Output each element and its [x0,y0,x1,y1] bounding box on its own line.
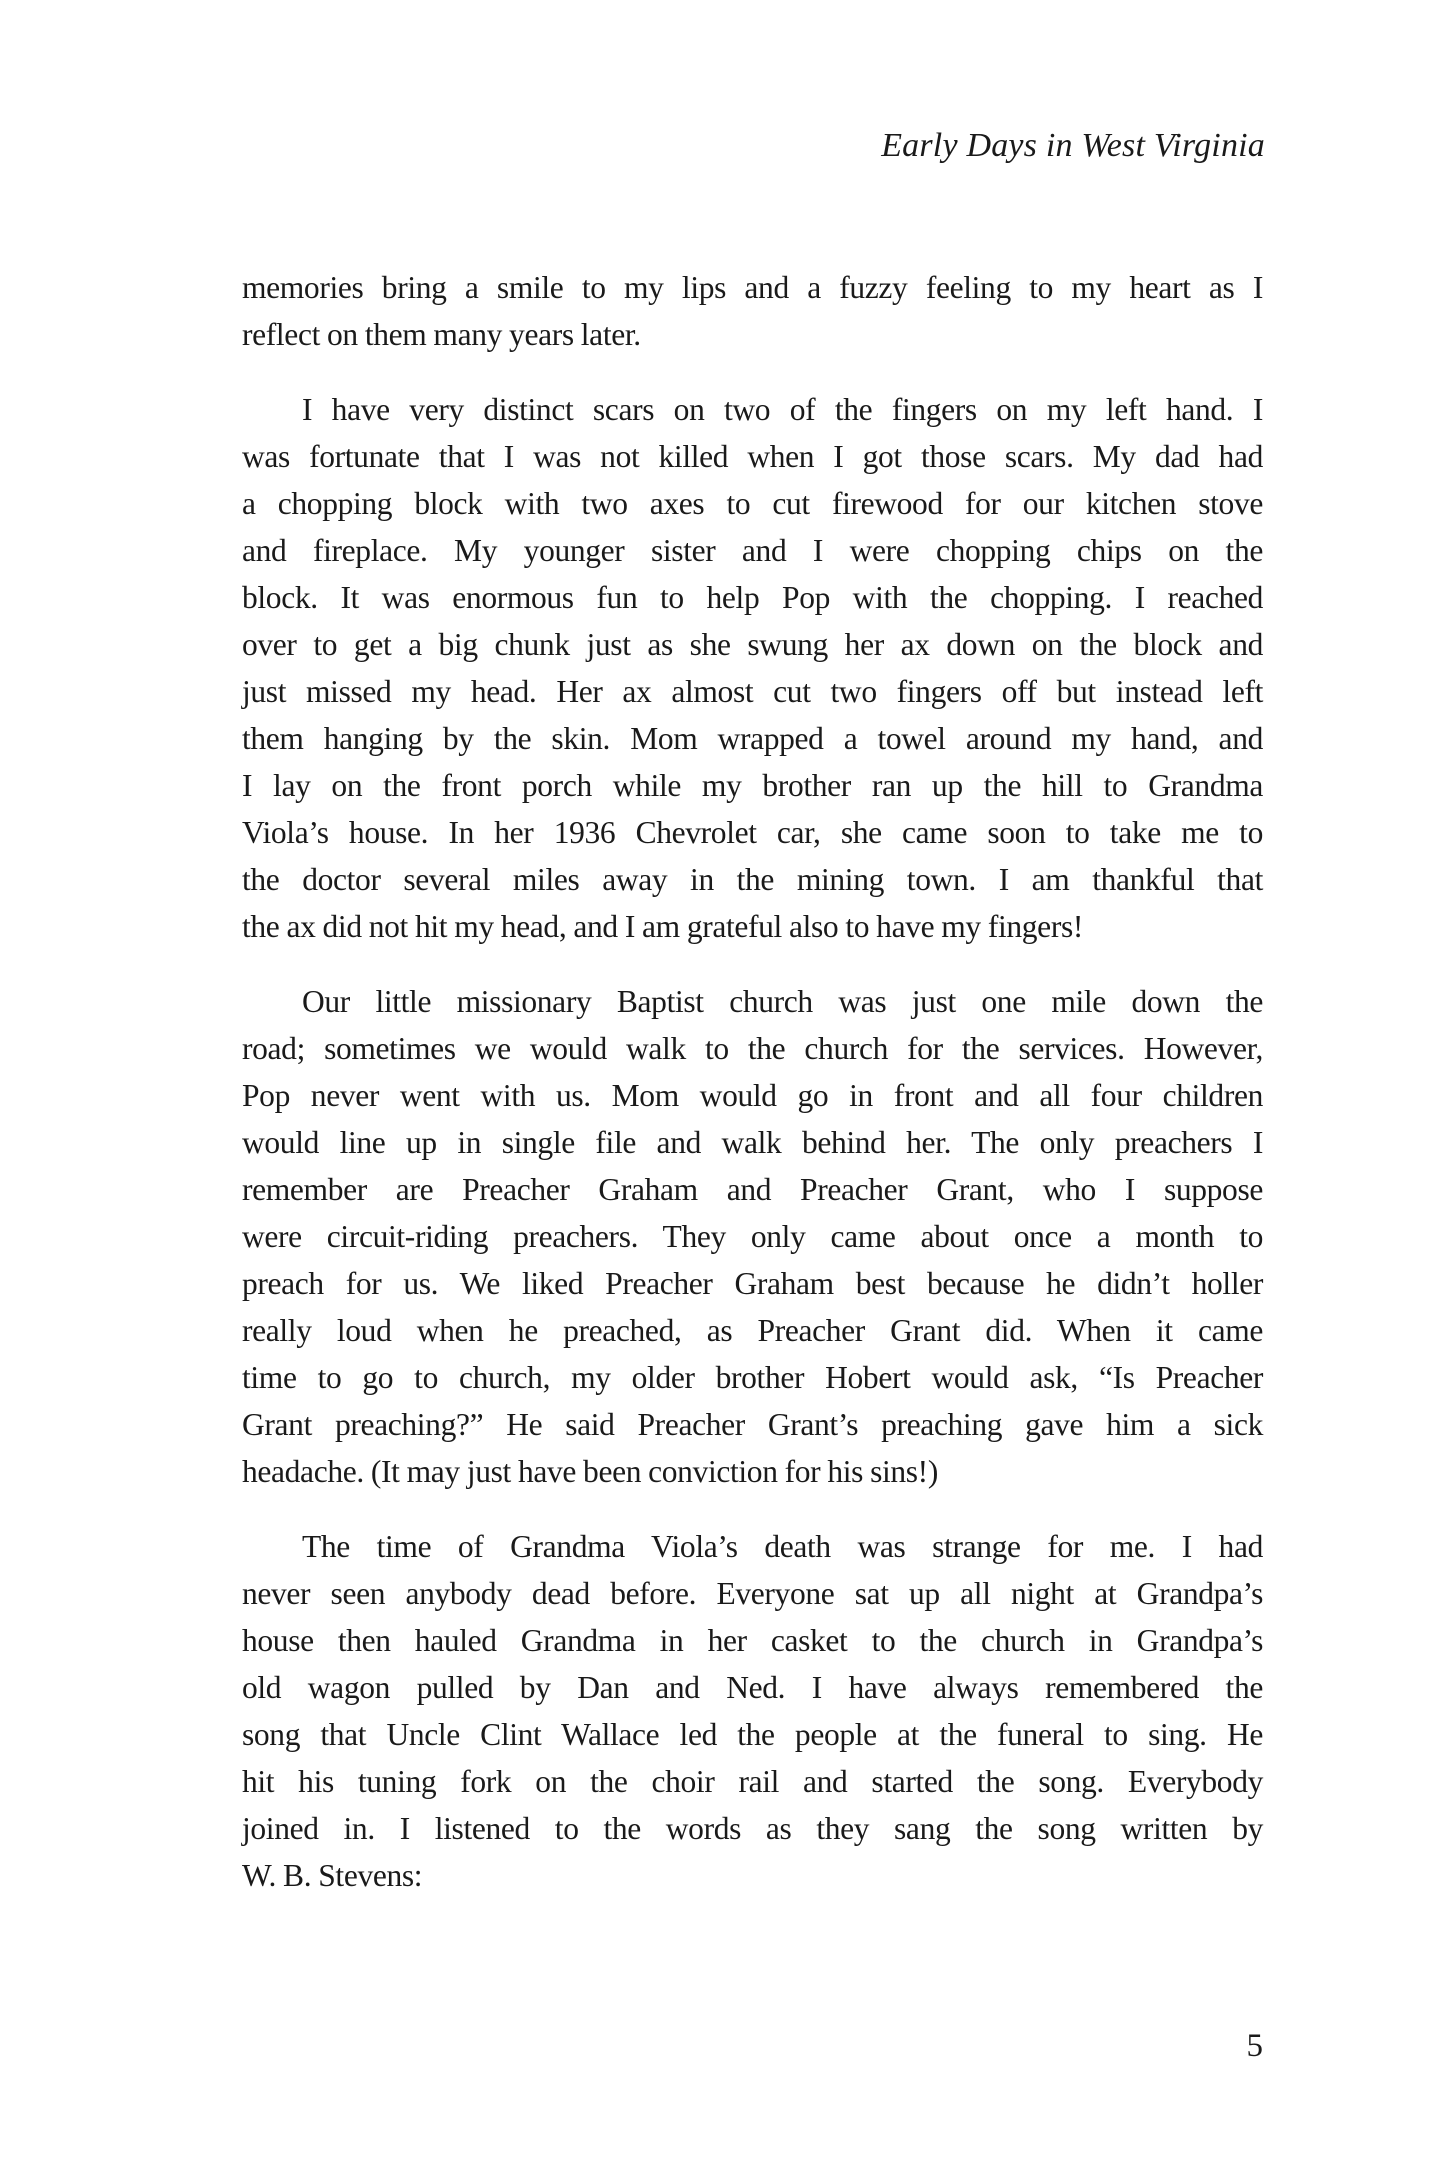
text-line: joined in. I listened to the words as they sang the song written by [242,1811,1263,1846]
paragraph-4 [242,1523,1263,1899]
text-line: block. It was enormous fun to help Pop with the chopping. I reached [242,580,1263,615]
text-line: a chopping block with two axes to cut firewood for our kitchen stove [242,486,1263,521]
text-line: over to get a big chunk just as she swung her ax down on the block and [242,627,1263,662]
text-line: old wagon pulled by Dan and Ned. I have always remembered the [242,1670,1263,1705]
text-line: were circuit-riding preachers. They only came about once a month to [242,1219,1263,1254]
text-line: the doctor several miles away in the mining town. I am thankful that [242,862,1263,897]
text-line: just missed my head. Her ax almost cut two fingers off but instead left [242,674,1263,709]
text-line: I lay on the front porch while my brother ran up the hill to Grandma [242,768,1263,803]
text-line: memories bring a smile to my lips and a fuzzy feeling to my heart as I [242,270,1263,305]
text-line: W. B. Stevens: [242,1858,423,1893]
paragraph-2 [242,386,1263,950]
text-line: remember are Preacher Graham and Preacher Grant, who I suppose [242,1172,1263,1207]
paragraph-1 [242,264,1263,358]
text-line: time to go to church, my older brother Hobert would ask, “Is Preacher [242,1360,1263,1395]
text-line: Grant preaching?” He said Preacher Grant’s preaching gave him a sick [242,1407,1263,1442]
text-line: I have very distinct scars on two of the fingers on my left hand. I [302,392,1263,427]
text-line: hit his tuning fork on the choir rail and started the song. Everybody [242,1764,1263,1799]
text-line: reflect on them many years later. [242,317,641,352]
text-line: headache. (It may just have been conviction for his sins!) [242,1454,938,1489]
text-line: would line up in single file and walk behind her. The only preachers I [242,1125,1263,1160]
text-line: road; sometimes we would walk to the church for the services. However, [242,1031,1263,1066]
text-line: was fortunate that I was not killed when I got those scars. My dad had [242,439,1263,474]
text-line: preach for us. We liked Preacher Graham best because he didn’t holler [242,1266,1263,1301]
running-head: Early Days in West Virginia [881,127,1265,164]
text-line: never seen anybody dead before. Everyone sat up all night at Grandpa’s [242,1576,1263,1611]
text-line: Our little missionary Baptist church was just one mile down the [302,984,1263,1019]
text-line: really loud when he preached, as Preacher Grant did. When it came [242,1313,1263,1348]
page-number: 5 [1246,2028,1263,2064]
text-line: Pop never went with us. Mom would go in front and all four children [242,1078,1263,1113]
text-line: the ax did not hit my head, and I am grateful also to have my fingers! [242,909,1084,944]
text-line: house then hauled Grandma in her casket to the church in Grandpa’s [242,1623,1263,1658]
text-line: song that Uncle Clint Wallace led the people at the funeral to sing. He [242,1717,1263,1752]
text-line: them hanging by the skin. Mom wrapped a towel around my hand, and [242,721,1263,756]
text-line: The time of Grandma Viola’s death was strange for me. I had [302,1529,1263,1564]
paragraph-3 [242,978,1263,1495]
body-text [242,264,1263,1927]
text-line: and fireplace. My younger sister and I were chopping chips on the [242,533,1263,568]
text-line: Viola’s house. In her 1936 Chevrolet car, she came soon to take me to [242,815,1263,850]
